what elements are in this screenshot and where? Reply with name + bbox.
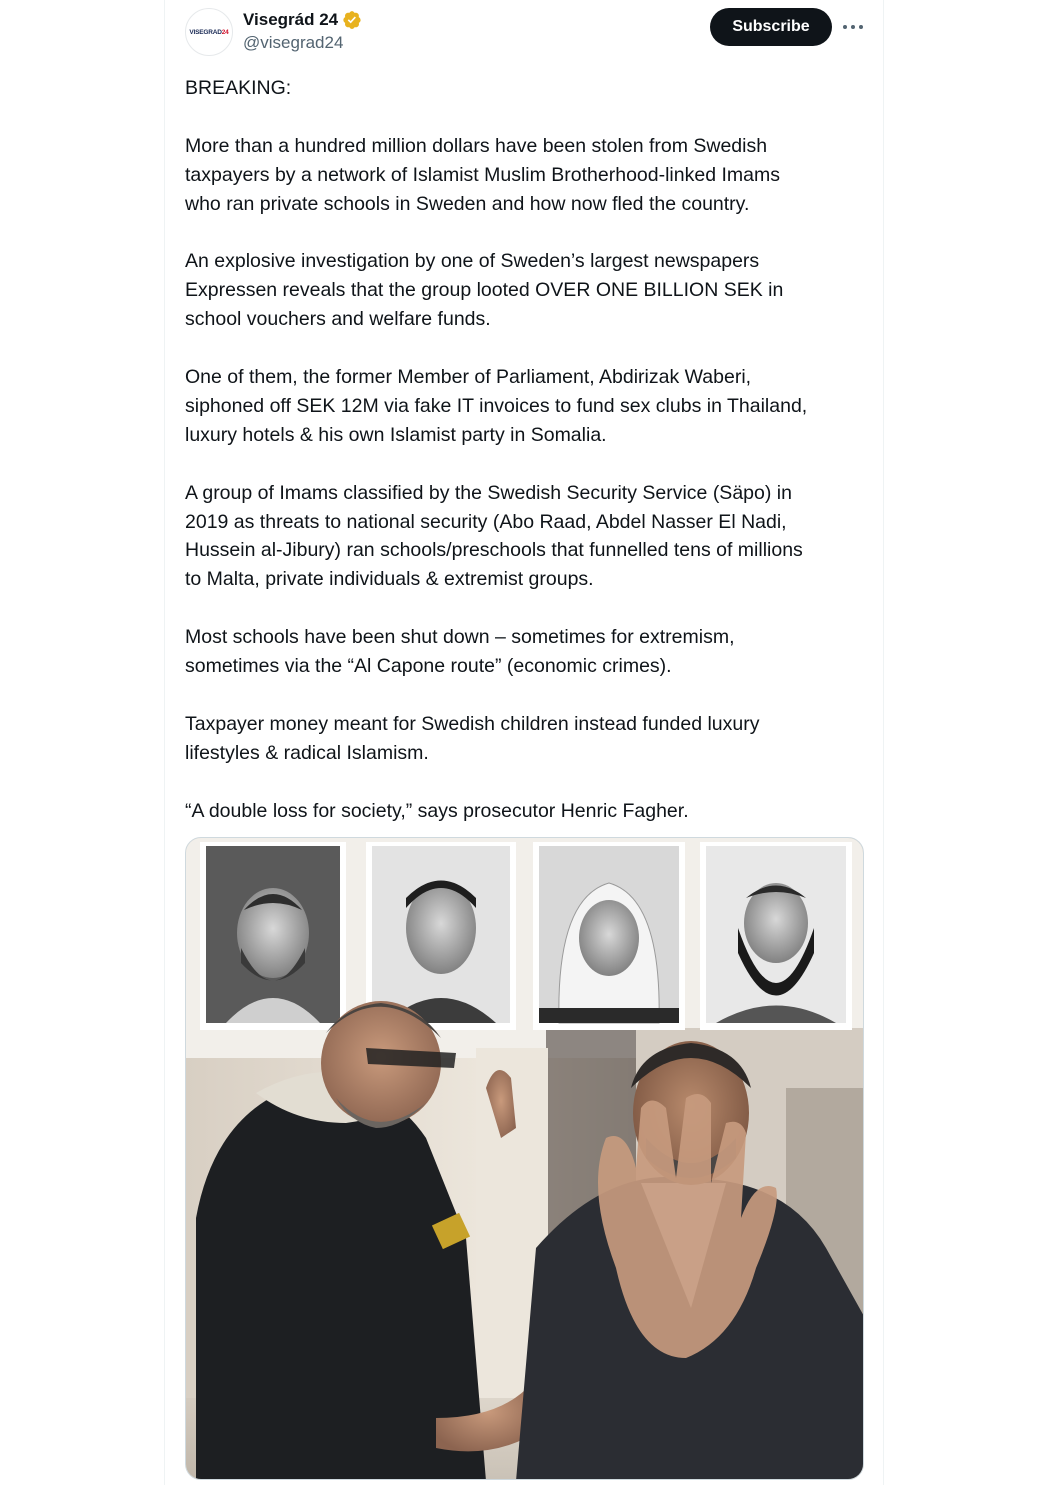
- portrait-4: [700, 842, 852, 1030]
- tweet-text: [185, 74, 875, 825]
- avatar[interactable]: [185, 8, 233, 56]
- more-horizontal-icon: [842, 23, 864, 31]
- tweet-paragraph: A group of Imams classified by the Swedish Security Service (Säpo) in 2019 as threats to national security (Abo Raad, Abdel Nasser El Nadi, Hussein al-Jibury) ran schools/preschools that funnelled tens of millions to Malta, private individuals & extremist groups.: [185, 481, 803, 591]
- tweet-paragraph: More than a hundred million dollars have been stolen from Swedish taxpayers by a network of Islamist Muslim Brotherhood-linked Imams who ran private schools in Sweden and how now fled the country.: [185, 134, 780, 215]
- tweet-paragraph: An explosive investigation by one of Sweden’s largest newspapers Expressen reveals that the group looted OVER ONE BILLION SEK in school vouchers and welfare funds.: [185, 250, 784, 331]
- tweet-paragraph: Most schools have been shut down – sometimes for extremism, sometimes via the “Al Capone route” (economic crimes).: [185, 626, 735, 678]
- display-name-row: [243, 9, 362, 31]
- photo-collage: [186, 838, 864, 1480]
- tweet-header: [165, 0, 885, 70]
- author-names: [243, 9, 362, 53]
- verified-badge-icon[interactable]: [342, 10, 362, 30]
- tweet-media-photo[interactable]: [185, 837, 864, 1480]
- tweet-paragraph: One of them, the former Member of Parliament, Abdirizak Waberi, siphoned off SEK 12M via fake IT invoices to fund sex clubs in Thailand, luxury hotels & his own Islamist party in Somalia.: [185, 366, 808, 446]
- portrait-3: [533, 842, 685, 1030]
- tweet-paragraph: BREAKING:: [185, 77, 292, 99]
- author-display-name[interactable]: Visegrád 24: [243, 10, 339, 29]
- portrait-1: [200, 842, 346, 1030]
- avatar-logo: VISEGRAD24: [189, 28, 229, 36]
- tweet-paragraph: Taxpayer money meant for Swedish children instead funded luxury lifestyles & radical Islamism.: [185, 712, 760, 764]
- author-handle[interactable]: @visegrad24: [243, 33, 344, 52]
- tweet-paragraph: “A double loss for society,” says prosecutor Henric Fagher.: [185, 799, 689, 822]
- more-options-button[interactable]: [839, 14, 867, 40]
- tweet: [164, 0, 884, 1485]
- subscribe-button[interactable]: Subscribe: [710, 8, 832, 46]
